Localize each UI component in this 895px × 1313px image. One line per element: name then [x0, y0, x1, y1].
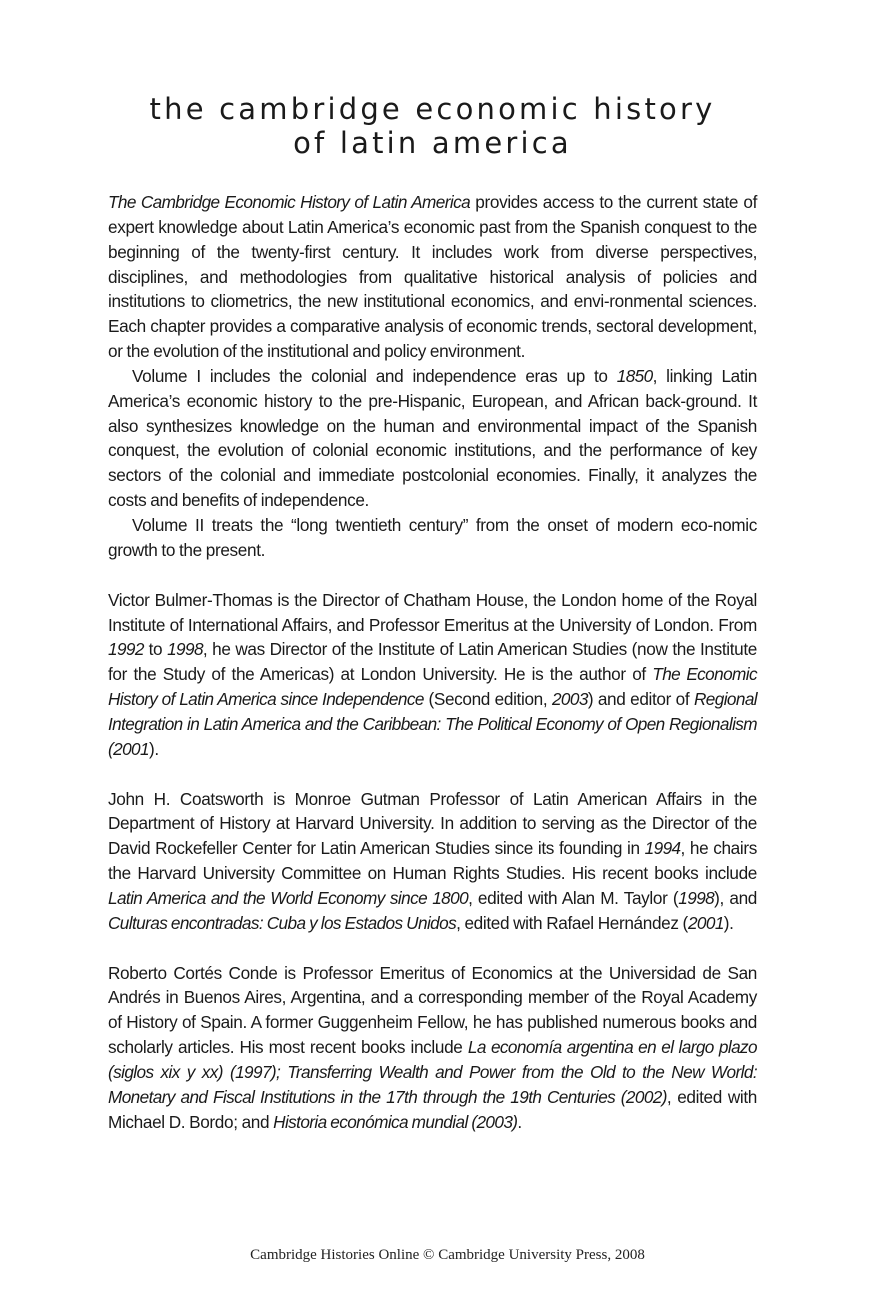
- book-title: Historia económica mundial (2003): [273, 1111, 518, 1132]
- copyright-footer: Cambridge Histories Online © Cambridge University Press, 2008: [250, 1247, 645, 1263]
- description-paragraph-3: Volume II treats the “long twentieth century” from the onset of modern eco-nomic growth to the present.: [108, 514, 757, 560]
- bio-coatsworth: John H. Coatsworth is Monroe Gutman Professor of Latin American Affairs in the Department of History at Harvard University. In addition to serving as the Director of the David Rockefeller Center for Latin American Studies since its founding in 1994, he chairs the Harvard University Committee on Human Rights Studies. His recent books include Latin America and the World Economy since 1800, edited with Alan M. Taylor (1998), and Culturas encontradas: Cuba y los Estados Unidos, edited with Rafael Hernández (2001).: [108, 788, 757, 933]
- bio-bulmer-thomas: Victor Bulmer-Thomas is the Director of Chatham House, the London home of the Royal Institute of International Affairs, and Professor Emeritus at the University of London. From 1992 to 1998, he was Director of the Institute of Latin American Studies (now the Institute for the Study of the Americas) at London University. He is the author of The Economic History of Latin America since Independence (Second edition, 2003) and editor of Regional Integration in Latin America and the Caribbean: The Political Economy of Open Regionalism (2001).: [108, 589, 758, 759]
- description-text: provides access to the current state of expert knowledge about Latin America’s economic past from the Spanish conquest to the beginning of the twenty-first century. It includes work from diverse perspectives, disciplines, and methodologies from qualitative historical analysis of policies and institutions to cliometrics, the new institutional economics, and envi-ronmental sciences. Each chapter provides a comparative analysis of economic trends, sectoral development, or the evolution of the institutional and policy environment.: [108, 192, 758, 362]
- book-title: Regional Integration in Latin America and the Caribbean: The Political Economy of Open Regionalism (2001: [108, 689, 758, 759]
- title-line-1: the cambridge economic history: [149, 92, 716, 126]
- page-title: [0, 92, 865, 160]
- body-text: [108, 190, 757, 1135]
- book-title: The Economic History of Latin America since Independence: [108, 664, 757, 710]
- book-title: The Cambridge Economic History of Latin America: [108, 192, 471, 212]
- year: 1850: [616, 365, 653, 386]
- description-paragraph-2: Volume I includes the colonial and independence eras up to 1850, linking Latin America’s economic history to the pre-Hispanic, European, and African back-ground. It also synthesizes knowledge on the human and environmental impact of the Spanish conquest, the evolution of colonial economic institutions, and the performance of key sectors of the colonial and immediate postcolonial economies. Finally, it analyzes the costs and benefits of independence.: [108, 365, 757, 511]
- description-paragraph-1: [108, 190, 757, 364]
- book-title: La economía argentina en el largo plazo (siglos xix y xx) (1997); Transferring Wealth and Power from the Old to the New World: Monetary and Fiscal Institutions in the 17th through the 19th Centuries (2002): [108, 1037, 757, 1107]
- title-line-2: of latin america: [293, 126, 572, 160]
- bio-cortes-conde: Roberto Cortés Conde is Professor Emeritus of Economics at the Universidad de San Andrés in Buenos Aires, Argentina, and a corresponding member of the Royal Academy of History of Spain. A former Guggenheim Fellow, he has published numerous books and scholarly articles. His most recent books include La economía argentina en el largo plazo (siglos xix y xx) (1997); Transferring Wealth and Power from the Old to the New World: Monetary and Fiscal Institutions in the 17th through the 19th Centuries (2002), edited with Michael D. Bordo; and Historia económica mundial (2003).: [108, 962, 758, 1132]
- book-title: Culturas encontradas: Cuba y los Estados Unidos: [108, 912, 457, 933]
- book-title: Latin America and the World Economy since: [108, 887, 433, 908]
